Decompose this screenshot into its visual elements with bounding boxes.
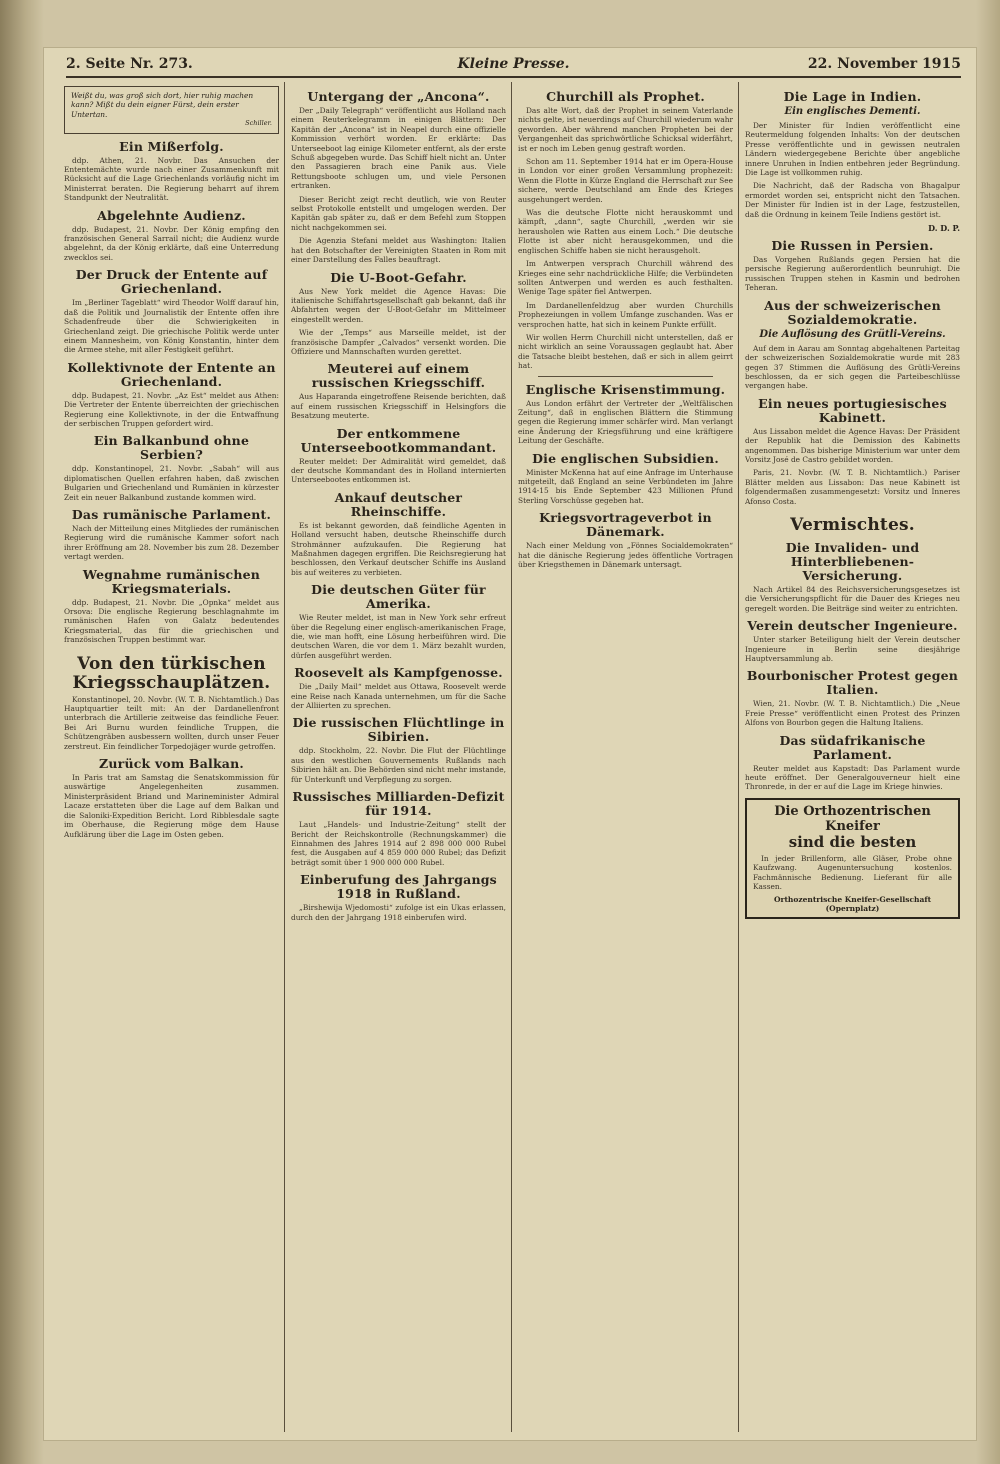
column-2 bbox=[291, 84, 506, 1434]
issue-date: 22. November 1915 bbox=[807, 56, 961, 72]
article-title: Die Lage in Indien. bbox=[783, 89, 922, 104]
article-text: Wie der „Temps“ aus Marseille meldet, ist der französische Dampfer „Calvados“ versenkt worden. Die Offiziere und Mannschaften wurden gerettet. bbox=[291, 328, 506, 356]
article-text: „Birshewija Wjedomosti“ zufolge ist ein Ukas erlassen, durch den der Jahrgang 1918 einberufen wird. bbox=[291, 903, 506, 922]
article-text: ddp. Budapest, 21. Novbr. „Az Est“ meldet aus Athen: Die Vertreter der Entente überreichten der griechischen Regierung eine Kollektivnote, in der die Entwaffnung der serbischen Truppen gefordert wird. bbox=[64, 390, 279, 428]
article-text: Aus Lissabon meldet die Agence Havas: Der Präsident der Republik hat die Demission des Kabinetts angenommen. Das bisherige Ministerium war unter dem Vorsitz José de Castro gebildet worden. bbox=[745, 426, 960, 464]
article-title: Die russischen Flüchtlinge in Sibirien. bbox=[292, 715, 505, 745]
article-text: Wie Reuter meldet, ist man in New York sehr erfreut über die Regelung einer englisch-amerikanischen Frage, die, wie man hofft, eine Lösung herbeiführen wird. Die deutschen Waren, die vor dem 1. März bezahlt wurden, dürfen ausgeführt werden. bbox=[291, 613, 506, 660]
article-text: Minister McKenna hat auf eine Anfrage im Unterhause mitgeteilt, daß England an seine Verbündeten im Jahre 1914-15 bis Ende September 423 Millionen Pfund Sterling Vorschüsse gegeben hat. bbox=[518, 467, 733, 505]
article-text: Die Nachricht, daß der Radscha von Bhagalpur ermordet worden sei, entspricht nicht den Tatsachen. Der Minister für Indien ist in der Lage, festzustellen, daß die Ordnung in keinem Teile Indiens gestört ist. bbox=[745, 181, 960, 219]
article-text: Aus New York meldet die Agence Havas: Die italienische Schiffahrtsgesellschaft gab bekannt, daß ihr Abfahrten wegen der U-Boot-Gefahr im Mittelmeer eingestellt werden. bbox=[291, 286, 506, 324]
ad-headline: Die Orthozentrischen Kneifer bbox=[774, 803, 931, 834]
article-title: Ein neues portugiesisches Kabinett. bbox=[758, 395, 947, 425]
book-spine bbox=[0, 0, 44, 1464]
article-title: Ein Mißerfolg. bbox=[119, 138, 224, 154]
article-text: Das Vorgehen Rußlands gegen Persien hat die persische Regierung außerordentlich beunruhigt. Die russischen Truppen stehen in Kasmin und bedrohen Teheran. bbox=[745, 255, 960, 293]
article-text: ddp. Athen, 21. Novbr. Das Ansuchen der Ententemächte wurde nach einer Zusammenkunft mit Rücksicht auf die Lage Griechenlands vorläufig nicht im Ministerrat beraten. Die Regierung beharrt auf ihrem Standpunkt der Neutralität. bbox=[64, 155, 279, 203]
article-text: ddp. Budapest, 21. Novbr. Der König empfing den französischen General Sarrail nicht; die Audienz wurde abgelehnt, da der König erklärte, daß eine Unterredung zwecklos sei. bbox=[64, 224, 279, 262]
article-text: ddp. Budapest, 21. Novbr. Die „Opnka“ meldet aus Orsova: Die englische Regierung beschlagnahmte im rumänischen Hafen von Galatz bedeutendes Kriegsmaterial, das für die griechischen und französischen Truppen bestimmt war. bbox=[64, 597, 279, 645]
article-text: In Paris trat am Samstag die Senatskommission für auswärtige Angelegenheiten zusammen. Ministerpräsident Briand und Marineminister Admiral Lacaze erstatteten über die Lage auf dem Balkan und die Saloniki-Expedition Bericht. Lord Ribblesdale sagte im Oberhause, die Regierung möge dem Hause Aufklärung über die Lage im Osten geben. bbox=[64, 773, 279, 839]
article-title: Ankauf deutscher Rheinschiffe. bbox=[334, 489, 463, 519]
article-text: Nach einer Meldung von „Fönnes Socialdemokraten“ hat die dänische Regierung jedes öffentliche Vortragen über Kriegsthemen in Dänemark untersagt. bbox=[518, 541, 733, 570]
article-text: Die „Daily Mail“ meldet aus Ottawa, Roosevelt werde eine Reise nach Kanada unternehmen, um für die Sache der Alliierten zu sprechen. bbox=[291, 682, 506, 711]
article-text: Aus London erfährt der Vertreter der „Weltfälischen Zeitung“, daß in englischen Blättern die Stimmung gegen die Regierung immer schärfer wird. Man verlangt eine Änderung der Kriegsführung und eine kräftigere Leitung der Geschäfte. bbox=[518, 398, 733, 446]
newspaper-page bbox=[44, 48, 976, 1440]
article-text: Reuter meldet aus Kapstadt: Das Parlament wurde heute eröffnet. Der Generalgouverneur hielt eine Thronrede, in der er auf die Lage im Kriege hinwies. bbox=[745, 763, 960, 792]
article-text: Der „Daily Telegraph“ veröffentlicht aus Holland nach einem Reuterkelegramm in einigen Blättern: Der Kapitän der „Ancona“ ist in Neapel durch eine offizielle Kommission verhört worden. Er erklärte: Das Unterseeboot lag einige Kilometer entfernt, als der erste Schuß abgegeben wurde. Das Schiff hielt nicht an. Unter den Passagieren brach eine Panik aus. Viele Rettungsboote schlugen um, und viele Personen ertranken. bbox=[291, 106, 506, 191]
column-rule bbox=[284, 82, 285, 1432]
epigraph-source: Schiller. bbox=[245, 119, 272, 128]
ad-text: In jeder Brillenform, alle Gläser, Probe ohne Kaufzwang. Augenuntersuchung kostenlos. Fachmännische Bedienung. Lieferant für alle Kassen. bbox=[753, 853, 952, 892]
article-title: Die Russen in Persien. bbox=[771, 238, 934, 254]
article-text: Nach der Mitteilung eines Mitgliedes der rumänischen Regierung wird die rumänische Kammer sofort nach ihrer Eröffnung am 28. November bis zum 28. Dezember vertagt werden. bbox=[64, 523, 279, 562]
article-text: Aus Haparanda eingetroffene Reisende berichten, daß auf einem russischen Kriegsschiff in Helsingfors die Besatzung meuterte. bbox=[291, 392, 506, 421]
column-rule bbox=[511, 82, 512, 1432]
article-title: Der entkommene Unterseebootkommandant. bbox=[300, 425, 497, 455]
article-title: Die Invaliden- und Hinterbliebenen-Versicherung. bbox=[785, 539, 920, 583]
article-title: Abgelehnte Audienz. bbox=[97, 207, 246, 223]
article-text: Schon am 11. September 1914 hat er im Opera-House in London vor einer großen Versammlung prophezeit: Wenn die Flotte in Kürze England die Herrschaft zur See sichere, werde Deutschland am Ende des Krieges ausgehungert werden. bbox=[518, 157, 733, 204]
section-title: Vermischtes. bbox=[790, 514, 915, 535]
ad-headline-2: sind die besten bbox=[788, 832, 917, 851]
article-text: Unter starker Beteiligung hielt der Verein deutscher Ingenieure in Berlin seine diesjährige Hauptversammlung ab. bbox=[745, 635, 960, 663]
article-text: Laut „Handels- und Industrie-Zeitung“ stellt der Bericht der Reichskontrolle (Rechnungskammer) die Einnahmen des Jahres 1914 auf 2 898 000 000 Rubel fest, die Ausgaben auf 4 859 000 000 Rubel; das Defizit beträgt somit über 1 900 000 000 Rubel. bbox=[291, 820, 506, 867]
article-title: Einberufung des Jahrgangs 1918 in Rußland. bbox=[300, 872, 497, 902]
article-text: Wir wollen Herrn Churchill nicht unterstellen, daß er nicht wirklich an seine Voraussagen geglaubt hat. Aber die Tatsache bleibt bestehen, daß er sich in allem geirrt hat. bbox=[518, 332, 733, 371]
advertisement-box bbox=[745, 798, 960, 920]
article-title: Kollektivnote der Entente an Griechenland. bbox=[67, 359, 276, 389]
article-title: Untergang der „Ancona“. bbox=[307, 89, 490, 104]
article-title: Kriegsvortrageverbot in Dänemark. bbox=[539, 510, 712, 540]
epigraph-box bbox=[64, 86, 279, 134]
article-title: Churchill als Prophet. bbox=[546, 89, 705, 104]
article-title: Das südafrikanische Parlament. bbox=[779, 732, 926, 762]
article-title: Meuterei auf einem russischen Kriegsschiff. bbox=[311, 361, 486, 391]
article-text: ddp. Stockholm, 22. Novbr. Die Flut der Flüchtlinge aus den westlichen Gouvernements Rußlands nach Sibirien hält an. Die Behörden sind nicht mehr imstande, für Unterkunft und Verpflegung zu sorgen. bbox=[291, 746, 506, 784]
article-text: Das alte Wort, daß der Prophet in seinem Vaterlande nichts gelte, ist neuerdings auf Churchill wiederum wahr geworden. Aber während manchen Propheten bei der Vergangenheit das sprichwörtliche Schicksal widerfährt, ist er noch im Leben genug gestraft worden. bbox=[518, 106, 733, 153]
article-text: Paris, 21. Novbr. (W. T. B. Nichtamtlich.) Pariser Blätter melden aus Lissabon: Das neue Kabinett ist folgendermaßen zusammengesetzt: Vorsitz und Inneres Afonso Costa. bbox=[745, 468, 960, 506]
article-text: Dieser Bericht zeigt recht deutlich, wie von Reuter selbst Protokolle entstellt und umgelogen werden. Der Kapitän gab später zu, daß er dem Befehl zum Stoppen nicht nachgekommen sei. bbox=[291, 194, 506, 232]
article-title: Russisches Milliarden-Defizit für 1914. bbox=[292, 789, 505, 819]
article-text: Im Antwerpen versprach Churchill während des Krieges eine sehr nachdrückliche Hilfe; die Verbündeten sollten Antwerpen und werden es auch festhalten. Wenige Tage später fiel Antwerpen. bbox=[518, 259, 733, 297]
article-title: Die englischen Subsidien. bbox=[532, 450, 719, 466]
article-title: Von den türkischen Kriegsschauplätzen. bbox=[72, 653, 271, 693]
article-text: Die Agenzia Stefani meldet aus Washington: Italien hat den Botschafter der Vereinigten Staaten in Rom mit einer Darstellung des Falles beauftragt. bbox=[291, 236, 506, 265]
article-text: Reuter meldet: Der Admiralität wird gemeldet, daß der deutsche Kommandant des in Holland internierten Unterseebootes entkommen ist. bbox=[291, 456, 506, 485]
article-text: Auf dem in Aarau am Sonntag abgehaltenen Parteitag der schweizerischen Sozialdemokratie wurde mit 283 gegen 37 Stimmen die Auflösung des Grütli-Vereins beschlossen, da er sich gegen die Parteibeschlüsse vergangen habe. bbox=[745, 343, 960, 391]
column-4 bbox=[745, 84, 960, 1434]
ad-footer: Orthozentrische Kneifer-Gesellschaft (Opernplatz) bbox=[773, 895, 932, 914]
article-title: Roosevelt als Kampfgenosse. bbox=[294, 665, 503, 681]
article-title: Wegnahme rumänischen Kriegsmaterials. bbox=[82, 566, 261, 596]
article-title: Aus der schweizerischen Sozialdemokratie. bbox=[764, 297, 941, 327]
article-text: Was die deutsche Flotte nicht herauskommt und kämpft, „dann“, sagte Churchill, „werden wir sie herausholen wie Ratten aus einem Loch.“ Die deutsche Flotte ist aber nicht herausgekommen, und die englischen Schiffe haben sie nicht herausgeholt. bbox=[518, 208, 733, 255]
article-text: Im „Berliner Tageblatt“ wird Theodor Wolff darauf hin, daß die Politik und Journalistik der Entente offen ihre Schadenfreude über die Schwierigkeiten in Griechenland zeigt. Die griechische Politik werde unter einem Mannesheim, von König Konstantin, hinter dem die Armee stehe, mit aller Festigkeit geführt. bbox=[64, 298, 279, 355]
article-title: Das rumänische Parlament. bbox=[71, 506, 272, 522]
article-title: Ein Balkanbund ohne Serbien? bbox=[93, 433, 250, 463]
article-text: Es ist bekannt geworden, daß feindliche Agenten in Holland versucht haben, deutsche Rheinschiffe durch Strohmänner aufzukaufen. Die Regierung hat Maßnahmen dagegen ergriffen. Die Reichsregierung hat beschlossen, den Verkauf deutscher Schiffe ins Ausland bis auf weiteres zu verbieten. bbox=[291, 520, 506, 577]
article-subtitle: Die Auflösung des Grütli-Vereins. bbox=[759, 328, 946, 340]
article-text: Im Dardanellenfeldzug aber wurden Churchills Prophezeiungen in vollem Umfange zuschanden. Was er versprochen hatte, hat sich in keinem Punkte erfüllt. bbox=[518, 300, 733, 329]
article-title: Englische Krisenstimmung. bbox=[525, 381, 726, 397]
article-title: Zurück vom Balkan. bbox=[99, 756, 244, 772]
page-number: 2. Seite Nr. 273. bbox=[66, 56, 193, 72]
epigraph-text: Weißt du, was groß sich dort, hier ruhig machen kann? Mißt du dein eigner Fürst, dein erster Untertan. bbox=[71, 91, 254, 119]
page-edge bbox=[976, 0, 1000, 1464]
newspaper-title: Kleine Presse. bbox=[457, 56, 570, 72]
masthead bbox=[66, 54, 961, 78]
article-text: Wien, 21. Novbr. (W. T. B. Nichtamtlich.) Die „Neue Freie Presse“ veröffentlicht einen Protest des Prinzen Alfons von Bourbon gegen die Haltung Italiens. bbox=[745, 699, 960, 728]
article-title: Die U-Boot-Gefahr. bbox=[330, 269, 467, 285]
article-signature: D. D. P. bbox=[928, 223, 960, 234]
article-text: ddp. Konstantinopel, 21. Novbr. „Sabah“ will aus diplomatischen Quellen erfahren haben, daß zwischen Bulgarien und Griechenland und Rumänien in kürzester Zeit ein neuer Balkanbund zustande kommen wird. bbox=[64, 464, 279, 502]
article-text: Konstantinopel, 20. Novbr. (W. T. B. Nichtamtlich.) Das Hauptquartier teilt mit: An der Dardanellenfront unterbrach die Artillerie zeitweise das feindliche Feuer. Bei Ari Burnu wurden feindliche Truppen, die Schützengräben ausbessern wollten, durch unser Feuer zerstreut. Ein feindlicher Torpedojäger wurde getroffen. bbox=[64, 694, 279, 751]
divider bbox=[538, 376, 713, 377]
column-3 bbox=[518, 84, 733, 1434]
article-title: Der Druck der Entente auf Griechenland. bbox=[75, 267, 268, 297]
column-rule bbox=[738, 82, 739, 1432]
article-text: Der Minister für Indien veröffentlicht eine Reutermeldung folgenden Inhalts: Von der deutschen Presse veröffentlichte und in gewissen neutralen Ländern wiedergegebene Berichte über angebliche innere Unruhen in Indien entbehren jeder Begründung. Die Lage ist vollkommen ruhig. bbox=[745, 121, 960, 178]
article-text: Nach Artikel 84 des Reichsversicherungsgesetzes ist die Versicherungspflicht für die Dauer des Krieges neu geregelt worden. Die Beiträge sind weiter zu entrichten. bbox=[745, 584, 960, 613]
article-title: Bourbonischer Protest gegen Italien. bbox=[746, 668, 959, 698]
article-title: Die deutschen Güter für Amerika. bbox=[311, 582, 486, 612]
column-1 bbox=[64, 84, 279, 1434]
article-title: Verein deutscher Ingenieure. bbox=[747, 618, 958, 634]
article-subtitle: Ein englisches Dementi. bbox=[784, 106, 921, 117]
